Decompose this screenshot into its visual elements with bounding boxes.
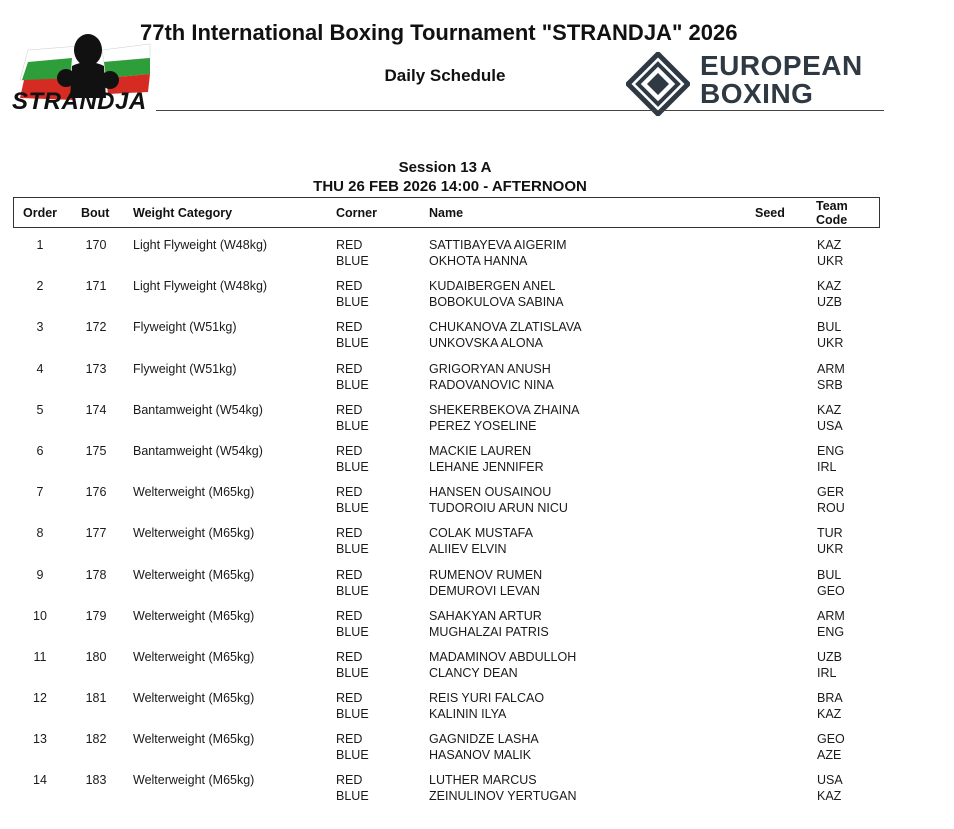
bout-number: 173: [85, 361, 107, 376]
red-corner-label: RED: [336, 361, 363, 376]
bout-number: 177: [85, 526, 107, 541]
bout-order: 10: [33, 608, 47, 623]
strandja-logo-text: STRANDJA: [12, 88, 147, 115]
red-team-code: ARM: [817, 608, 845, 623]
weight-category: Bantamweight (W54kg): [133, 402, 263, 417]
red-boxer-name: REIS YURI FALCAO: [429, 691, 545, 706]
blue-corner-label: BLUE: [336, 459, 369, 474]
red-team-code: KAZ: [817, 279, 842, 294]
weight-category: Welterweight (M65kg): [133, 526, 255, 541]
bout-order: 4: [36, 361, 44, 376]
red-boxer-name: SATTIBAYEVA AIGERIM: [429, 238, 567, 252]
blue-team-code: IRL: [817, 665, 837, 680]
red-corner-label: RED: [336, 320, 363, 335]
bout-row: [0, 403, 954, 444]
blue-team-code: UKR: [817, 542, 844, 557]
red-corner-label: RED: [336, 567, 363, 582]
bout-order: 11: [33, 649, 47, 664]
red-team-code: USA: [817, 773, 843, 788]
red-boxer-name: GRIGORYAN ANUSH: [429, 361, 551, 376]
bout-order: 8: [36, 526, 44, 541]
col-team-line2: Code: [816, 213, 848, 227]
bout-number: 183: [85, 773, 107, 788]
weight-category: Flyweight (W51kg): [133, 361, 237, 376]
blue-boxer-name: ALIIEV ELVIN: [429, 542, 507, 557]
col-weight: Weight Category: [133, 206, 233, 220]
bout-order: 12: [33, 691, 47, 706]
blue-team-code: ROU: [817, 501, 845, 516]
bout-row: [0, 320, 954, 361]
red-corner-label: RED: [336, 443, 363, 458]
blue-team-code: SRB: [817, 377, 843, 392]
bout-order: 13: [33, 732, 47, 747]
bout-number: 170: [85, 238, 107, 252]
blue-boxer-name: KALININ ILYA: [429, 707, 507, 722]
bout-row: [0, 279, 954, 320]
session-datetime: THU 26 FEB 2026 14:00 - AFTERNOON: [313, 178, 587, 195]
bout-number: 182: [85, 732, 107, 747]
blue-team-code: ENG: [817, 624, 845, 639]
bout-number: 172: [85, 320, 107, 335]
red-team-code: ARM: [817, 361, 845, 376]
red-team-code: GER: [817, 485, 845, 500]
red-boxer-name: CHUKANOVA ZLATISLAVA: [429, 320, 582, 335]
red-boxer-name: HANSEN OUSAINOU: [429, 485, 552, 500]
col-corner: Corner: [336, 206, 377, 220]
blue-boxer-name: CLANCY DEAN: [429, 665, 518, 680]
bout-row: [0, 732, 954, 773]
blue-boxer-name: ZEINULINOV YERTUGAN: [429, 789, 577, 804]
header-divider: [156, 110, 884, 111]
weight-category: Welterweight (M65kg): [133, 608, 255, 623]
blue-team-code: KAZ: [817, 789, 842, 804]
blue-corner-label: BLUE: [336, 707, 369, 722]
blue-boxer-name: UNKOVSKA ALONA: [429, 336, 543, 351]
bout-row: [0, 485, 954, 526]
blue-corner-label: BLUE: [336, 624, 369, 639]
bout-row: [0, 773, 954, 814]
eb-line-1: EUROPEAN: [700, 50, 863, 81]
blue-boxer-name: RADOVANOVIC NINA: [429, 377, 554, 392]
bout-order: 6: [36, 443, 44, 458]
red-corner-label: RED: [336, 773, 363, 788]
bout-row: [0, 444, 954, 485]
red-team-code: KAZ: [817, 238, 842, 252]
blue-team-code: UZB: [817, 295, 842, 310]
bout-number: 171: [85, 279, 107, 294]
bout-order: 14: [33, 773, 47, 788]
blue-corner-label: BLUE: [336, 542, 369, 557]
red-team-code: ENG: [817, 443, 845, 458]
bout-number: 178: [85, 567, 107, 582]
blue-team-code: IRL: [817, 459, 837, 474]
blue-team-code: USA: [817, 418, 843, 433]
blue-boxer-name: LEHANE JENNIFER: [429, 459, 544, 474]
bout-order: 1: [36, 238, 44, 252]
col-team-line1: Team: [816, 199, 848, 213]
bout-row: [0, 526, 954, 567]
blue-boxer-name: DEMUROVI LEVAN: [429, 583, 540, 598]
document-subtitle: Daily Schedule: [384, 66, 506, 85]
bout-order: 5: [36, 402, 44, 417]
red-corner-label: RED: [336, 279, 363, 294]
red-corner-label: RED: [336, 526, 363, 541]
blue-team-code: KAZ: [817, 707, 842, 722]
bout-number: 174: [85, 402, 107, 417]
bout-order: 7: [36, 485, 44, 500]
european-boxing-logo-icon: [626, 52, 690, 116]
blue-corner-label: BLUE: [336, 748, 369, 763]
red-corner-label: RED: [336, 485, 363, 500]
blue-corner-label: BLUE: [336, 295, 369, 310]
weight-category: Welterweight (M65kg): [133, 485, 255, 500]
bout-order: 9: [36, 567, 44, 582]
red-corner-label: RED: [336, 691, 363, 706]
red-boxer-name: GAGNIDZE LASHA: [429, 732, 539, 747]
weight-category: Flyweight (W51kg): [133, 320, 237, 335]
col-order: Order: [23, 206, 58, 220]
red-corner-label: RED: [336, 649, 363, 664]
blue-team-code: GEO: [817, 583, 845, 598]
red-team-code: KAZ: [817, 402, 842, 417]
table-header: [13, 197, 880, 228]
red-boxer-name: SAHAKYAN ARTUR: [429, 608, 542, 623]
bout-number: 181: [85, 691, 107, 706]
blue-boxer-name: PEREZ YOSELINE: [429, 418, 537, 433]
red-boxer-name: MACKIE LAUREN: [429, 443, 532, 458]
blue-team-code: UKR: [817, 254, 844, 268]
blue-team-code: UKR: [817, 336, 844, 351]
bout-order: 2: [36, 279, 44, 294]
blue-boxer-name: BOBOKULOVA SABINA: [429, 295, 564, 310]
blue-corner-label: BLUE: [336, 336, 369, 351]
weight-category: Welterweight (M65kg): [133, 567, 255, 582]
bout-row: [0, 609, 954, 650]
red-team-code: TUR: [817, 526, 843, 541]
bout-number: 176: [85, 485, 107, 500]
red-corner-label: RED: [336, 732, 363, 747]
blue-corner-label: BLUE: [336, 377, 369, 392]
red-team-code: BUL: [817, 320, 842, 335]
col-seed: Seed: [755, 206, 785, 220]
document-title: 77th International Boxing Tournament "STRANDJA" 2026: [140, 20, 738, 45]
blue-corner-label: BLUE: [336, 665, 369, 680]
bout-row: [0, 691, 954, 732]
blue-corner-label: BLUE: [336, 789, 369, 804]
blue-boxer-name: TUDOROIU ARUN NICU: [429, 501, 568, 516]
bout-row: [0, 362, 954, 403]
red-team-code: UZB: [817, 649, 842, 664]
red-team-code: BRA: [817, 691, 843, 706]
blue-team-code: AZE: [817, 748, 842, 763]
bout-number: 180: [85, 649, 107, 664]
eb-line-2: BOXING: [700, 78, 814, 109]
blue-boxer-name: HASANOV MALIK: [429, 748, 532, 763]
weight-category: Light Flyweight (W48kg): [133, 279, 268, 294]
red-boxer-name: KUDAIBERGEN ANEL: [429, 279, 556, 294]
blue-corner-label: BLUE: [336, 254, 369, 268]
weight-category: Bantamweight (W54kg): [133, 443, 263, 458]
bout-list: [0, 238, 954, 815]
red-corner-label: RED: [336, 608, 363, 623]
col-bout: Bout: [81, 206, 110, 220]
red-boxer-name: SHEKERBEKOVA ZHAINA: [429, 402, 580, 417]
bout-number: 175: [85, 443, 107, 458]
weight-category: Welterweight (M65kg): [133, 732, 255, 747]
red-corner-label: RED: [336, 402, 363, 417]
weight-category: Welterweight (M65kg): [133, 691, 255, 706]
weight-category: Welterweight (M65kg): [133, 773, 255, 788]
red-boxer-name: COLAK MUSTAFA: [429, 526, 533, 541]
red-boxer-name: MADAMINOV ABDULLOH: [429, 649, 577, 664]
red-team-code: GEO: [817, 732, 845, 747]
bout-row: [0, 650, 954, 691]
bout-order: 3: [36, 320, 44, 335]
european-boxing-logo-text: [700, 52, 863, 108]
bout-row: [0, 238, 954, 279]
bout-number: 179: [85, 608, 107, 623]
blue-boxer-name: MUGHALZAI PATRIS: [429, 624, 549, 639]
blue-corner-label: BLUE: [336, 583, 369, 598]
red-boxer-name: LUTHER MARCUS: [429, 773, 537, 788]
session-title: Session 13 A: [398, 159, 492, 176]
red-team-code: BUL: [817, 567, 842, 582]
red-corner-label: RED: [336, 238, 363, 252]
bout-row: [0, 568, 954, 609]
weight-category: Welterweight (M65kg): [133, 649, 255, 664]
weight-category: Light Flyweight (W48kg): [133, 238, 268, 252]
blue-boxer-name: OKHOTA HANNA: [429, 254, 528, 268]
blue-corner-label: BLUE: [336, 418, 369, 433]
blue-corner-label: BLUE: [336, 501, 369, 516]
col-name: Name: [429, 206, 464, 220]
red-boxer-name: RUMENOV RUMEN: [429, 567, 543, 582]
